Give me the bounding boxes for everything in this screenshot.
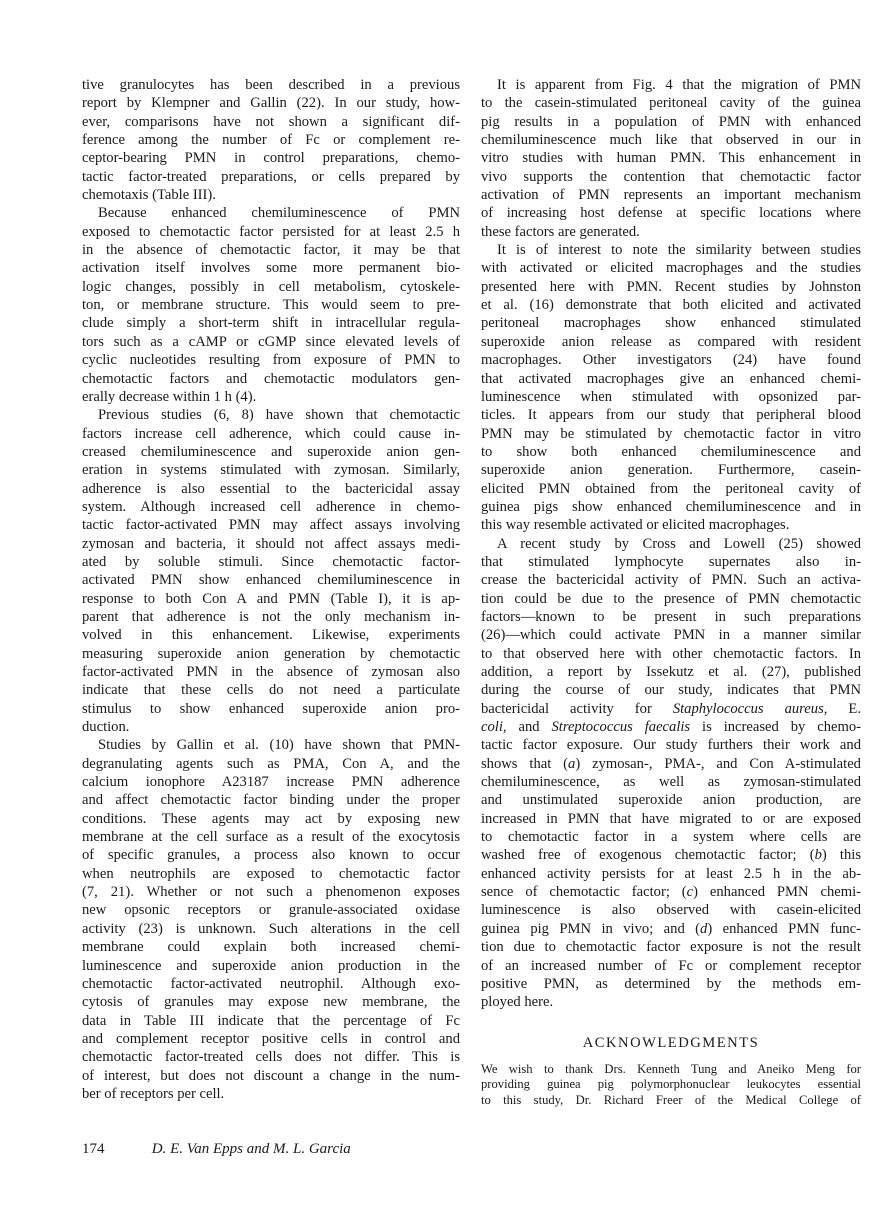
text-line: these factors are generated. <box>481 223 640 240</box>
text-line: system. Although increased cell adherence in chemo- <box>82 498 460 515</box>
text-line: sence of chemotactic factor; (c) enhanced PMN chemi- <box>481 884 861 901</box>
text-line: shows that (a) zymosan-, PMA-, and Con A-stimulated <box>481 755 861 772</box>
text-line: stimulus to show enhanced superoxide anion pro- <box>82 700 460 717</box>
text-line: to show both enhanced chemiluminescence and <box>481 443 861 460</box>
text-line: positive PMN, as determined by the methods em- <box>481 975 861 992</box>
text-line: ceptor-bearing PMN in control preparations, chemo- <box>82 150 460 167</box>
paragraph <box>82 76 460 204</box>
text-line: activation itself involves some more permanent bio- <box>82 260 460 277</box>
text-line: Studies by Gallin et al. (10) have shown that PMN- <box>98 737 460 754</box>
paragraph <box>481 241 861 535</box>
text-line: to chemotactic factor in a system where cells are <box>481 829 861 846</box>
text-line: ever, comparisons have not shown a significant dif- <box>82 113 460 130</box>
page-number: 174 <box>82 1141 105 1157</box>
text-line: and unstimulated superoxide anion production, are <box>481 792 861 809</box>
text-line: luminescence and superoxide anion production in the <box>82 957 460 974</box>
text-line: of increasing host defense at specific locations where <box>481 205 861 222</box>
text-line: macrophages. Other investigators (24) have found <box>481 352 861 369</box>
text-line: of interest, but does not discount a change in the num- <box>82 1067 460 1084</box>
acknowledgment-line: providing guinea pig polymorphonuclear leukocytes essential <box>481 1077 861 1092</box>
acknowledgments-heading: ACKNOWLEDGMENTS <box>582 1034 760 1051</box>
text-line: activation of PMN represents an important mechanism <box>481 187 861 204</box>
text-line: tactic factor exposure. Our study furthers their work and <box>481 737 861 754</box>
text-line: and complement receptor positive cells in control and <box>82 1030 460 1047</box>
text-line: duction. <box>82 719 130 736</box>
text-line: presented here with PMN. Recent studies by Johnston <box>481 278 861 295</box>
text-line: A recent study by Cross and Lowell (25) showed <box>497 535 861 552</box>
text-line: volved in this enhancement. Likewise, experiments <box>82 627 460 644</box>
text-line: superoxide anion generation. Furthermore, casein- <box>481 462 861 479</box>
text-line: elicited PMN obtained from the peritoneal cavity of <box>481 480 861 497</box>
text-line: factors—known to be present in such preparations <box>481 608 861 625</box>
right-column <box>481 76 861 1108</box>
text-line: new opsonic receptors or granule-associated oxidase <box>82 902 460 919</box>
text-line: creased chemiluminescence and superoxide anion gen- <box>82 443 460 460</box>
text-line: guinea pigs show enhanced chemiluminescence and in <box>481 498 861 515</box>
text-line: that stimulated lymphocyte supernates also in- <box>481 553 861 570</box>
text-line: and affect chemotactic factor binding under the proper <box>82 792 460 809</box>
text-line: clude simply a short-term shift in intracellular regula- <box>82 315 460 332</box>
text-line: response to both Con A and PMN (Table I), it is ap- <box>82 590 460 607</box>
left-column <box>82 76 460 1103</box>
text-line: activity (23) is unknown. Such alterations in the cell <box>82 920 460 937</box>
text-line: to that observed here with other chemotactic factors. In <box>481 645 861 662</box>
text-line: parent that adherence is not the only mechanism in- <box>82 608 460 625</box>
text-line: increased in PMN that have migrated to or are exposed <box>481 810 861 827</box>
text-line: chemiluminescence much like that observed in our in <box>481 132 861 149</box>
text-line: addition, a report by Issekutz et al. (27), published <box>481 664 861 680</box>
text-line: It is of interest to note the similarity between studies <box>497 242 861 259</box>
text-line: when neutrophils are exposed to chemotactic factor <box>82 865 460 882</box>
text-line: (26)—which could activate PMN in a manner similar <box>481 627 861 644</box>
text-line: activated PMN show enhanced chemiluminescence in <box>82 572 460 589</box>
text-line: in the absence of chemotactic factor, it may be that <box>82 242 460 259</box>
text-line: Because enhanced chemiluminescence of PMN <box>98 205 460 222</box>
text-line: with activated or elicited macrophages and the studies <box>481 260 861 277</box>
text-line: tion due to chemotactic factor exposure is not the result <box>481 939 861 956</box>
text-line: degranulating agents such as PMA, Con A, and the <box>82 755 460 772</box>
text-line: vitro studies with human PMN. This enhancement in <box>481 150 861 167</box>
text-line: ticles. It appears from our study that peripheral blood <box>481 407 861 424</box>
text-line: during the course of our study, indicates that PMN <box>481 682 861 699</box>
text-line: tactic factor-activated PMN may affect assays involving <box>82 517 460 534</box>
acknowledgment-line: We wish to thank Drs. Kenneth Tung and Aneiko Meng for <box>481 1061 861 1076</box>
text-line: data in Table III indicate that the percentage of Fc <box>82 1012 460 1029</box>
text-line: measuring superoxide anion generation by chemotactic <box>82 645 460 662</box>
text-line: conditions. These agents may act by exposing new <box>82 810 460 827</box>
text-line: enhanced activity persists for at least 2.5 h in the ab- <box>481 865 861 882</box>
paragraph <box>481 76 861 241</box>
text-line: that activated macrophages give an enhanced chemi- <box>481 370 861 387</box>
text-line: superoxide anion release as compared with resident <box>481 333 861 350</box>
text-line: It is apparent from Fig. 4 that the migration of PMN <box>497 77 861 93</box>
text-line: factors increase cell adherence, which could cause in- <box>82 425 460 442</box>
text-line: tive granulocytes has been described in a previous <box>82 77 460 93</box>
text-line: chemotactic factor-treated cells does not differ. This is <box>82 1049 460 1066</box>
text-line: chemiluminescence, as well as zymosan-stimulated <box>481 774 861 791</box>
text-line: factor-activated PMN in the absence of zymosan also <box>82 664 460 680</box>
text-line: washed free of exogenous chemotactic factor; (b) this <box>481 847 862 864</box>
text-line: tors such as a cAMP or cGMP since elevated levels of <box>82 333 460 350</box>
text-line: tactic factor-treated preparations, or cells prepared by <box>82 168 460 185</box>
text-line: ber of receptors per cell. <box>82 1085 225 1102</box>
paragraph <box>82 204 460 406</box>
paragraph <box>481 535 861 1012</box>
text-line: this way resemble activated or elicited macrophages. <box>481 517 790 534</box>
paragraph <box>82 406 460 736</box>
text-line: adherence is also essential to the bactericidal assay <box>82 480 460 497</box>
text-line: ton, or membrane structure. This would seem to pre- <box>82 297 460 314</box>
running-authors: D. E. Van Epps and M. L. Garcia <box>151 1141 351 1157</box>
text-line: PMN may be stimulated by chemotactic factor in vitro <box>481 425 861 442</box>
text-line: ated by soluble stimuli. Since chemotactic factor- <box>82 553 460 570</box>
text-line: pig results in a population of PMN with enhanced <box>481 113 861 130</box>
text-line: et al. (16) demonstrate that both elicited and activated <box>481 297 861 314</box>
text-line: zymosan and bacteria, it should not affect assays medi- <box>82 535 460 552</box>
text-line: cyclic nucleotides resulting from exposure of PMN to <box>82 352 460 369</box>
text-line: erally decrease within 1 h (4). <box>82 388 257 405</box>
text-line: ference among the number of Fc or complement re- <box>82 132 460 149</box>
text-line: logic changes, possibly in cell metabolism, cytoskele- <box>82 278 460 295</box>
acknowledgments-body <box>481 1062 861 1108</box>
page-footer <box>82 1141 351 1158</box>
text-line: luminescence is also observed with casein-elicited <box>481 902 861 919</box>
text-line: calcium ionophore A23187 increase PMN adherence <box>82 774 460 791</box>
text-line: (7, 21). Whether or not such a phenomenon exposes <box>82 884 460 901</box>
text-line: crease the bactericidal activity of PMN. Such an activa- <box>481 572 861 589</box>
text-line: membrane at the cell surface as a result of the exocytosis <box>82 829 460 846</box>
text-line: to the casein-stimulated peritoneal cavity of the guinea <box>481 95 861 112</box>
text-line: membrane could explain both increased chemi- <box>82 939 460 956</box>
text-line: of specific granules, a process also known to occur <box>82 847 460 864</box>
acknowledgment-line: to this study, Dr. Richard Freer of the Medical College of <box>481 1092 861 1107</box>
text-line: of an increased number of Fc or complement receptor <box>481 957 861 974</box>
text-line: peritoneal macrophages show enhanced stimulated <box>481 315 861 332</box>
text-line: Previous studies (6, 8) have shown that chemotactic <box>98 407 460 424</box>
text-line: eration in systems stimulated with zymosan. Similarly, <box>82 462 460 479</box>
text-line: tion could be due to the presence of PMN chemotactic <box>481 590 861 607</box>
text-line: ployed here. <box>481 994 554 1011</box>
text-line: vivo supports the contention that chemotactic factor <box>481 168 861 185</box>
paragraph <box>82 736 460 1103</box>
text-line: cytosis of granules may expose new membrane, the <box>82 994 460 1011</box>
text-line: chemotaxis (Table III). <box>82 187 216 204</box>
text-line: bactericidal activity for Staphylococcus aureus, E. <box>481 700 861 717</box>
text-line: report by Klempner and Gallin (22). In our study, how- <box>82 95 460 112</box>
text-line: guinea pig PMN in vivo; and (d) enhanced PMN func- <box>481 920 861 937</box>
text-line: chemotactic factors and chemotactic modulators gen- <box>82 370 460 387</box>
text-line: luminescence when stimulated with opsonized par- <box>481 388 861 405</box>
right-column-body <box>481 76 861 1012</box>
text-line: exposed to chemotactic factor persisted for at least 2.5 h <box>82 223 460 240</box>
text-line: indicate that these cells do not need a particulate <box>82 682 460 699</box>
text-line: coli, and Streptococcus faecalis is increased by chemo- <box>481 719 861 736</box>
text-line: chemotactic factor-activated neutrophil. Although exo- <box>82 975 460 992</box>
